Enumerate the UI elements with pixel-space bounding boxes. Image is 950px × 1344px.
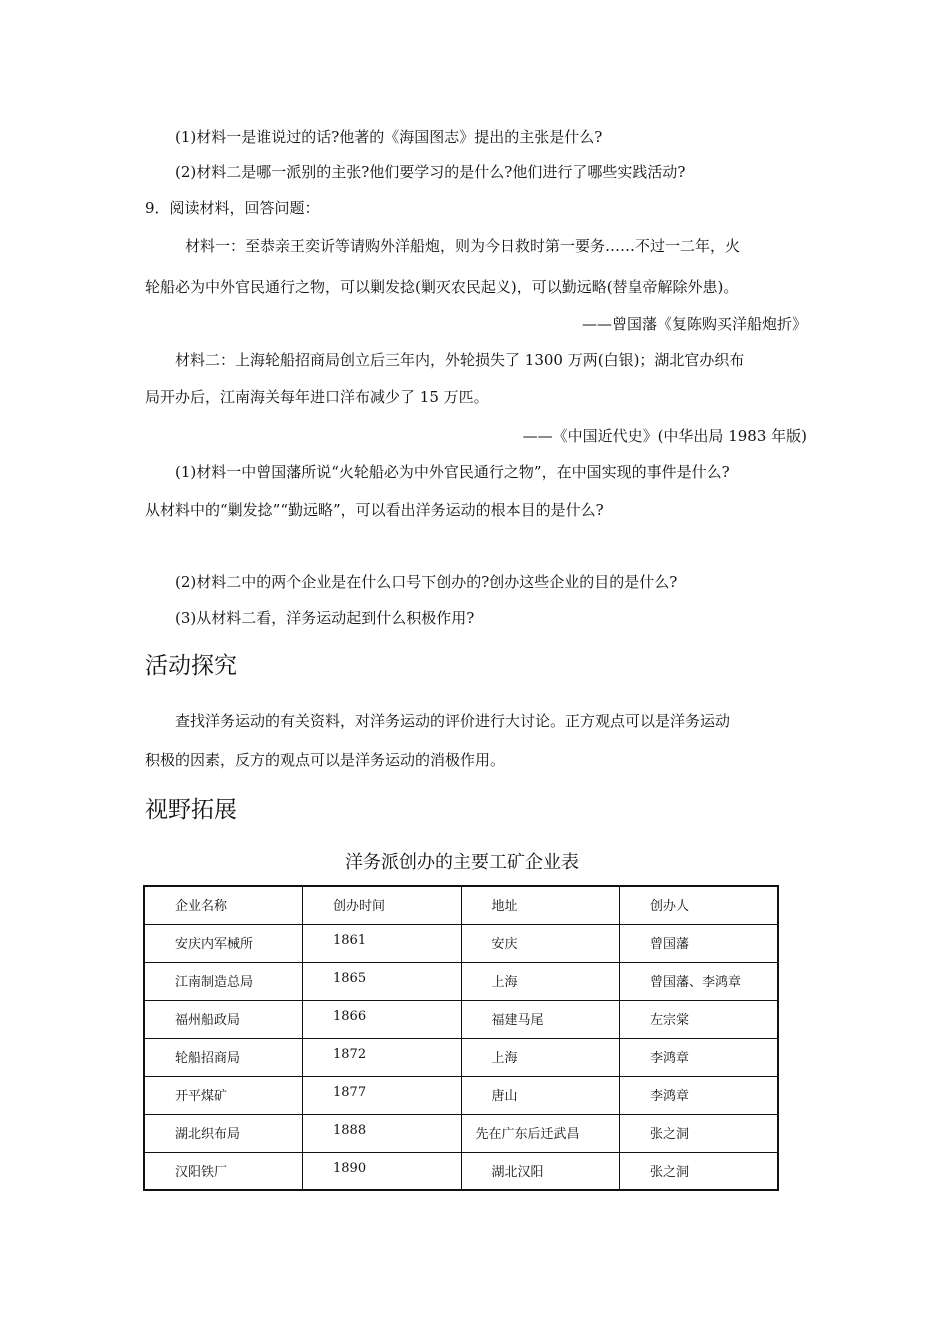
table-cell: 湖北汉阳 bbox=[461, 1152, 620, 1190]
table-row bbox=[144, 962, 778, 1000]
material-1-line-1: 材料一：至恭亲王奕䜣等请购外洋船炮，则为今日救时第一要务……不过一二年，火 bbox=[185, 237, 741, 255]
question-prev-2: (2)材料二是哪一派别的主张?他们要学习的是什么?他们进行了哪些实践活动? bbox=[175, 163, 686, 181]
table-cell: 上海 bbox=[461, 1038, 620, 1076]
question-9-3: (3)从材料二看，洋务运动起到什么积极作用? bbox=[175, 609, 475, 627]
enterprise-table bbox=[143, 885, 779, 1191]
material-1-source: ——曾国藩《复陈购买洋船炮折》 bbox=[581, 315, 807, 333]
material-2-line-2: 局开办后，江南海关每年进口洋布减少了 15 万匹。 bbox=[145, 388, 489, 406]
table-cell: 安庆 bbox=[461, 924, 620, 962]
table-cell: 江南制造总局 bbox=[144, 962, 303, 1000]
table-cell: 福州船政局 bbox=[144, 1000, 303, 1038]
material-1-line-2: 轮船必为中外官民通行之物，可以剿发捻(剿灭农民起义)，可以勤远略(替皇帝解除外患)。 bbox=[145, 278, 739, 296]
table-cell: 张之洞 bbox=[620, 1152, 779, 1190]
material-2-line-1: 材料二：上海轮船招商局创立后三年内，外轮损失了 1300 万两(白银)；湖北官办织布 bbox=[175, 351, 745, 369]
table-caption: 洋务派创办的主要工矿企业表 bbox=[345, 852, 579, 873]
table-cell: 安庆内军械所 bbox=[144, 924, 303, 962]
table-cell: 1872 bbox=[303, 1038, 462, 1076]
table-cell: 唐山 bbox=[461, 1076, 620, 1114]
table-row bbox=[144, 1152, 778, 1190]
question-9-1-line-2: 从材料中的“剿发捻”“勤远略”，可以看出洋务运动的根本目的是什么? bbox=[145, 501, 604, 519]
table-cell: 福建马尾 bbox=[461, 1000, 620, 1038]
table-row bbox=[144, 1000, 778, 1038]
material-2-source: ——《中国近代史》(中华出局 1983 年版) bbox=[522, 427, 807, 445]
table-cell: 左宗棠 bbox=[620, 1000, 779, 1038]
table-cell: 1865 bbox=[303, 962, 462, 1000]
table-cell: 1888 bbox=[303, 1114, 462, 1152]
header-cell-name: 企业名称 bbox=[144, 886, 303, 924]
table-cell: 1861 bbox=[303, 924, 462, 962]
activity-heading: 活动探究 bbox=[145, 653, 237, 679]
vision-heading: 视野拓展 bbox=[145, 797, 237, 823]
table-cell: 轮船招商局 bbox=[144, 1038, 303, 1076]
table-cell: 李鸿章 bbox=[620, 1076, 779, 1114]
table-cell: 先在广东后迁武昌 bbox=[461, 1114, 620, 1152]
activity-line-2: 积极的因素，反方的观点可以是洋务运动的消极作用。 bbox=[145, 751, 506, 769]
header-cell-year: 创办时间 bbox=[303, 886, 462, 924]
table-cell: 曾国藩 bbox=[620, 924, 779, 962]
table-cell: 1866 bbox=[303, 1000, 462, 1038]
question-9-2: (2)材料二中的两个企业是在什么口号下创办的?创办这些企业的目的是什么? bbox=[175, 573, 678, 591]
table-cell: 曾国藩、李鸿章 bbox=[620, 962, 779, 1000]
table-cell: 李鸿章 bbox=[620, 1038, 779, 1076]
table-cell: 张之洞 bbox=[620, 1114, 779, 1152]
table-cell: 1877 bbox=[303, 1076, 462, 1114]
table-cell: 上海 bbox=[461, 962, 620, 1000]
table-row bbox=[144, 1114, 778, 1152]
activity-line-1: 查找洋务运动的有关资料，对洋务运动的评价进行大讨论。正方观点可以是洋务运动 bbox=[175, 712, 731, 730]
table-row bbox=[144, 924, 778, 962]
header-cell-founder: 创办人 bbox=[620, 886, 779, 924]
question-9-title: 9．阅读材料，回答问题： bbox=[145, 199, 320, 217]
question-prev-1: (1)材料一是谁说过的话?他著的《海国图志》提出的主张是什么? bbox=[175, 128, 603, 146]
table-cell: 1890 bbox=[303, 1152, 462, 1190]
question-9-1-line-1: (1)材料一中曾国藩所说“火轮船必为中外官民通行之物”，在中国实现的事件是什么? bbox=[175, 463, 730, 481]
table-cell: 湖北织布局 bbox=[144, 1114, 303, 1152]
header-cell-location: 地址 bbox=[461, 886, 620, 924]
table-cell: 开平煤矿 bbox=[144, 1076, 303, 1114]
table-header-row bbox=[144, 886, 778, 924]
table-row bbox=[144, 1076, 778, 1114]
table-row bbox=[144, 1038, 778, 1076]
table-cell: 汉阳铁厂 bbox=[144, 1152, 303, 1190]
